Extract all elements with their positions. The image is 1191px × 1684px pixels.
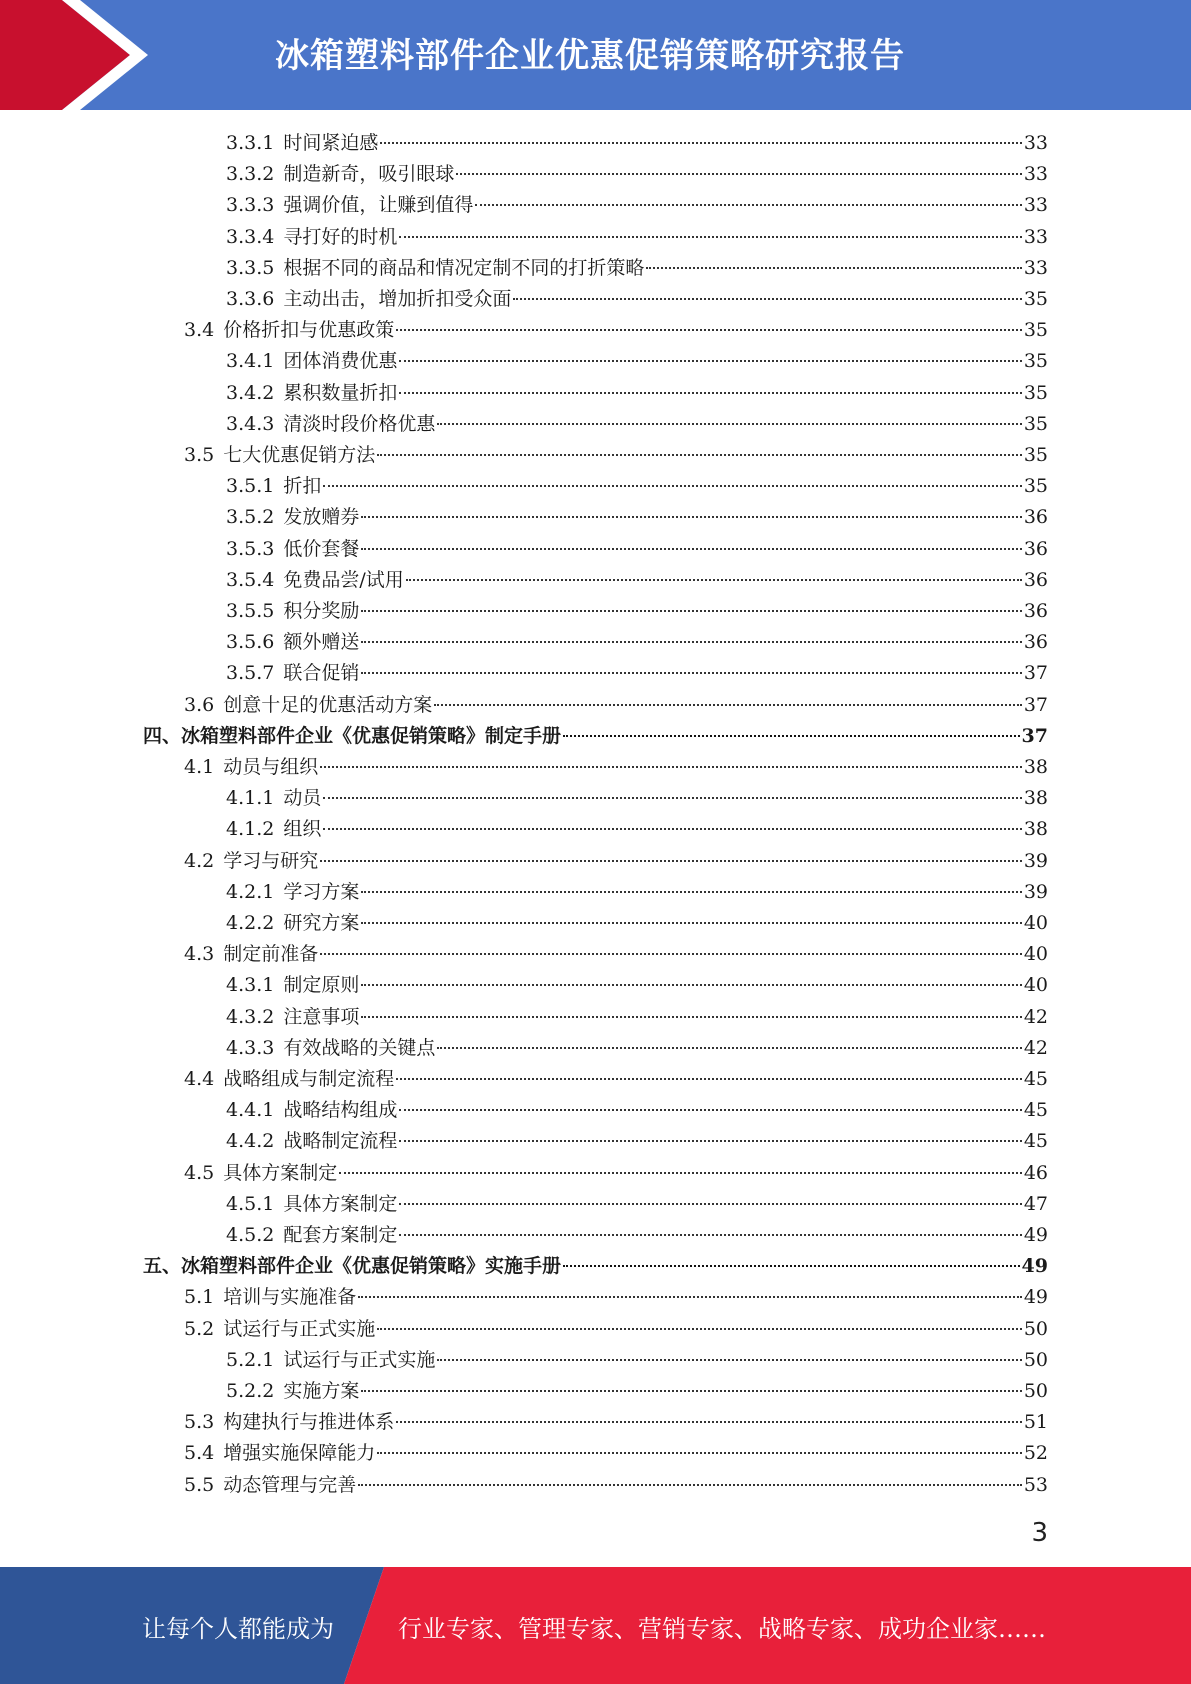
toc-entry-page: 37	[1023, 662, 1048, 685]
toc-entry[interactable]	[226, 1345, 1048, 1376]
toc-entry-number: 3.4	[184, 319, 215, 342]
toc-entry-title: 制造新奇，吸引眼球	[283, 163, 455, 186]
toc-entry-page: 42	[1023, 1036, 1048, 1059]
toc-entry-number: 3.3.5	[226, 256, 275, 279]
toc-dot-leader	[399, 360, 1021, 362]
toc-entry-number: 5.2	[184, 1317, 215, 1340]
toc-entry[interactable]	[226, 471, 1048, 502]
page-header	[0, 0, 1191, 110]
toc-entry-title: 战略组成与制定流程	[223, 1068, 395, 1090]
toc-entry[interactable]	[226, 222, 1048, 253]
toc-dot-leader	[361, 984, 1021, 986]
toc-entry-page: 46	[1023, 1161, 1048, 1184]
toc-entry-page: 49	[1023, 1286, 1048, 1309]
toc-entry-title: 创意十足的优惠活动方案	[223, 693, 433, 716]
toc-entry-title: 五、冰箱塑料部件企业《优惠促销策略》实施手册	[143, 1255, 562, 1278]
toc-entry-number: 3.5.5	[226, 600, 275, 622]
toc-entry[interactable]	[184, 846, 1048, 877]
toc-dot-leader	[399, 1109, 1021, 1111]
toc-dot-leader	[475, 204, 1021, 206]
toc-entry-number: 4.3.1	[226, 974, 275, 997]
toc-dot-leader	[320, 766, 1022, 768]
toc-dot-leader	[563, 1265, 1020, 1267]
toc-dot-leader	[377, 1328, 1022, 1330]
toc-entry[interactable]	[184, 1407, 1048, 1438]
toc-entry-title: 研究方案	[283, 912, 360, 934]
toc-entry[interactable]	[184, 1282, 1048, 1313]
toc-entry-page: 35	[1023, 475, 1048, 498]
toc-entry-title: 试运行与正式实施	[223, 1317, 376, 1340]
toc-entry-number: 3.6	[184, 693, 215, 716]
toc-entry-title: 培训与实施准备	[223, 1286, 357, 1309]
toc-entry-page: 45	[1023, 1130, 1048, 1153]
toc-entry-page: 50	[1023, 1317, 1048, 1340]
toc-entry-page: 45	[1023, 1099, 1048, 1122]
header-ribbon-decoration	[0, 0, 160, 110]
toc-entry-number: 5.2.1	[226, 1348, 275, 1371]
toc-entry-title: 动员与组织	[223, 756, 319, 778]
toc-entry[interactable]	[226, 1095, 1048, 1126]
toc-entry-title: 四、冰箱塑料部件企业《优惠促销策略》制定手册	[143, 724, 562, 747]
toc-entry-title: 时间紧迫感	[283, 132, 379, 154]
toc-entry-page: 35	[1023, 319, 1048, 342]
toc-entry[interactable]	[226, 502, 1048, 533]
toc-entry[interactable]	[226, 814, 1048, 845]
toc-dot-leader	[406, 579, 1022, 581]
toc-entry[interactable]	[184, 690, 1048, 721]
toc-entry-page: 53	[1023, 1473, 1048, 1496]
toc-entry-page: 33	[1023, 163, 1048, 186]
toc-dot-leader	[399, 392, 1021, 394]
toc-dot-leader	[361, 548, 1021, 550]
toc-entry[interactable]	[226, 1189, 1048, 1220]
toc-dot-leader	[361, 516, 1021, 518]
toc-entry[interactable]	[184, 1064, 1048, 1095]
toc-entry[interactable]	[184, 752, 1048, 783]
toc-entry-page: 39	[1023, 880, 1048, 903]
toc-entry-page: 35	[1023, 381, 1048, 404]
toc-dot-leader	[399, 1140, 1021, 1142]
toc-entry[interactable]	[184, 1314, 1048, 1345]
toc-dot-leader	[377, 454, 1022, 456]
toc-entry-number: 3.3.1	[226, 132, 275, 154]
footer-slogan-left: 让每个人都能成为	[142, 1615, 334, 1643]
toc-chapter-entry[interactable]	[143, 1251, 1048, 1282]
toc-entry-title: 发放赠券	[283, 506, 360, 529]
toc-entry-number: 3.5.1	[226, 475, 275, 498]
toc-entry-title: 动员	[283, 787, 322, 810]
toc-dot-leader	[437, 423, 1021, 425]
toc-entry-title: 注意事项	[283, 1005, 360, 1028]
toc-entry-title: 具体方案制定	[223, 1161, 338, 1184]
toc-dot-leader	[320, 860, 1022, 862]
toc-entry-title: 累积数量折扣	[283, 381, 398, 404]
toc-entry-number: 3.3.2	[226, 163, 275, 186]
toc-entry-title: 增强实施保障能力	[223, 1442, 376, 1465]
toc-entry-number: 3.4.2	[226, 381, 275, 404]
toc-entry-number: 4.3.3	[226, 1036, 275, 1059]
toc-entry[interactable]	[226, 409, 1048, 440]
toc-entry-title: 清淡时段价格优惠	[283, 412, 436, 435]
toc-entry-number: 3.3.4	[226, 225, 275, 248]
toc-entry-title: 动态管理与完善	[223, 1473, 357, 1496]
toc-dot-leader	[361, 641, 1021, 643]
toc-entry-title: 制定原则	[283, 974, 360, 997]
toc-entry-title: 联合促销	[283, 662, 360, 685]
toc-entry-number: 3.5.7	[226, 662, 275, 685]
toc-entry[interactable]	[226, 346, 1048, 377]
toc-entry-page: 33	[1023, 132, 1048, 154]
toc-dot-leader	[361, 610, 1021, 612]
toc-dot-leader	[358, 1296, 1022, 1298]
toc-entry-page: 47	[1023, 1192, 1048, 1215]
toc-entry[interactable]	[184, 939, 1048, 970]
toc-entry[interactable]	[184, 1158, 1048, 1189]
toc-entry-title: 配套方案制定	[283, 1224, 398, 1246]
toc-entry-page: 36	[1023, 600, 1048, 622]
toc-entry-number: 4.1.1	[226, 787, 275, 810]
toc-entry-title: 额外赠送	[283, 631, 360, 654]
toc-entry-number: 5.2.2	[226, 1380, 275, 1402]
toc-entry-page: 50	[1023, 1348, 1048, 1371]
toc-entry-page: 50	[1023, 1380, 1048, 1402]
toc-entry-number: 4.5	[184, 1161, 215, 1184]
toc-entry-page: 45	[1023, 1068, 1048, 1090]
toc-entry[interactable]	[226, 284, 1048, 315]
toc-entry-title: 实施方案	[283, 1380, 360, 1402]
toc-entry-number: 3.5.6	[226, 631, 275, 654]
toc-dot-leader	[396, 1078, 1022, 1080]
toc-entry-number: 4.2	[184, 849, 215, 872]
toc-entry-title: 免费品尝/试用	[283, 568, 404, 591]
toc-entry-page: 36	[1023, 631, 1048, 654]
toc-entry-title: 强调价值，让赚到值得	[283, 194, 474, 217]
toc-entry[interactable]	[226, 1002, 1048, 1033]
toc-dot-leader	[323, 828, 1021, 830]
toc-entry-page: 36	[1023, 537, 1048, 560]
toc-entry[interactable]	[226, 565, 1048, 596]
toc-dot-leader	[361, 891, 1021, 893]
toc-entry-number: 3.3.6	[226, 288, 275, 310]
toc-dot-leader	[437, 1359, 1021, 1361]
toc-entry[interactable]	[184, 1470, 1048, 1501]
toc-entry-page: 38	[1023, 818, 1048, 841]
toc-entry-number: 4.4.1	[226, 1099, 275, 1122]
toc-entry-number: 4.4.2	[226, 1130, 275, 1153]
toc-entry-page: 40	[1023, 943, 1048, 966]
toc-dot-leader	[399, 1234, 1021, 1236]
toc-dot-leader	[396, 329, 1022, 331]
toc-entry-number: 4.4	[184, 1068, 215, 1090]
toc-entry-page: 40	[1023, 974, 1048, 997]
toc-entry[interactable]	[226, 970, 1048, 1001]
footer-slogan-right: 行业专家、管理专家、营销专家、战略专家、成功企业家……	[398, 1615, 1046, 1643]
toc-entry-number: 5.1	[184, 1286, 215, 1309]
toc-entry-title: 构建执行与推进体系	[223, 1411, 395, 1434]
toc-chapter-entry[interactable]	[143, 721, 1048, 752]
toc-entry-number: 5.3	[184, 1411, 215, 1434]
toc-dot-leader	[323, 485, 1021, 487]
toc-entry-page: 52	[1023, 1442, 1048, 1465]
toc-entry-title: 战略制定流程	[283, 1130, 398, 1153]
toc-entry[interactable]	[226, 1376, 1048, 1407]
toc-entry-page: 36	[1023, 568, 1048, 591]
toc-entry[interactable]	[226, 378, 1048, 409]
toc-entry-title: 战略结构组成	[283, 1099, 398, 1122]
toc-entry-page: 49	[1021, 1255, 1048, 1278]
toc-dot-leader	[361, 1016, 1021, 1018]
toc-entry-number: 4.3	[184, 943, 215, 966]
toc-entry[interactable]	[226, 534, 1048, 565]
toc-entry[interactable]	[226, 1220, 1048, 1251]
toc-entry[interactable]	[226, 1033, 1048, 1064]
toc-entry[interactable]	[226, 1126, 1048, 1157]
toc-entry-number: 3.5	[184, 444, 215, 466]
toc-entry-title: 低价套餐	[283, 537, 360, 560]
toc-entry-title: 寻打好的时机	[283, 225, 398, 248]
toc-entry-number: 5.5	[184, 1473, 215, 1496]
toc-dot-leader	[339, 1172, 1022, 1174]
toc-entry-number: 5.4	[184, 1442, 215, 1465]
toc-entry-number: 4.2.1	[226, 880, 275, 903]
toc-entry-title: 组织	[283, 818, 322, 841]
toc-entry-number: 4.1	[184, 756, 215, 778]
toc-dot-leader	[646, 267, 1021, 269]
toc-entry-title: 七大优惠促销方法	[223, 444, 376, 466]
toc-dot-leader	[399, 236, 1021, 238]
toc-entry-number: 3.5.4	[226, 568, 275, 591]
toc-entry-page: 51	[1023, 1411, 1048, 1434]
toc-entry-number: 4.3.2	[226, 1005, 275, 1028]
toc-entry-title: 价格折扣与优惠政策	[223, 319, 395, 342]
toc-entry-page: 38	[1023, 787, 1048, 810]
toc-entry[interactable]	[226, 627, 1048, 658]
page-footer	[0, 1567, 1191, 1684]
toc-entry[interactable]	[184, 440, 1048, 471]
page-number: 3	[1031, 1518, 1048, 1548]
toc-entry-title: 积分奖励	[283, 600, 360, 622]
toc-dot-leader	[399, 1203, 1021, 1205]
toc-entry-title: 制定前准备	[223, 943, 319, 966]
toc-entry[interactable]	[184, 315, 1048, 346]
toc-entry-page: 35	[1023, 350, 1048, 373]
toc-dot-leader	[434, 704, 1022, 706]
toc-entry[interactable]	[226, 877, 1048, 908]
toc-entry-number: 3.5.3	[226, 537, 275, 560]
toc-entry-title: 团体消费优惠	[283, 350, 398, 373]
toc-entry-page: 40	[1023, 912, 1048, 934]
toc-entry-page: 37	[1023, 693, 1048, 716]
toc-dot-leader	[358, 1484, 1022, 1486]
toc-entry-title: 具体方案制定	[283, 1192, 398, 1215]
toc-entry-number: 4.2.2	[226, 912, 275, 934]
toc-dot-leader	[513, 298, 1021, 300]
toc-entry[interactable]	[184, 1438, 1048, 1469]
toc-entry-number: 4.1.2	[226, 818, 275, 841]
toc-dot-leader	[563, 735, 1020, 737]
toc-entry[interactable]	[226, 128, 1048, 159]
toc-entry-page: 37	[1021, 724, 1048, 747]
toc-entry-title: 学习与研究	[223, 849, 319, 872]
toc-entry[interactable]	[226, 190, 1048, 221]
toc-dot-leader	[456, 173, 1021, 175]
toc-dot-leader	[361, 672, 1021, 674]
toc-entry-page: 33	[1023, 225, 1048, 248]
toc-entry-number: 3.3.3	[226, 194, 275, 217]
toc-entry-number: 3.4.3	[226, 412, 275, 435]
toc-entry[interactable]	[226, 908, 1048, 939]
toc-dot-leader	[396, 1421, 1022, 1423]
toc-dot-leader	[323, 797, 1021, 799]
toc-entry-title: 试运行与正式实施	[283, 1348, 436, 1371]
toc-entry-page: 36	[1023, 506, 1048, 529]
toc-dot-leader	[361, 1390, 1021, 1392]
toc-entry[interactable]	[226, 159, 1048, 190]
toc-entry-page: 33	[1023, 256, 1048, 279]
toc-entry-page: 42	[1023, 1005, 1048, 1028]
toc-entry[interactable]	[226, 253, 1048, 284]
toc-entry-title: 有效战略的关键点	[283, 1036, 436, 1059]
toc-entry-page: 49	[1023, 1224, 1048, 1246]
toc-entry-page: 39	[1023, 849, 1048, 872]
toc-entry-number: 3.5.2	[226, 506, 275, 529]
toc-entry-number: 3.4.1	[226, 350, 275, 373]
report-title: 冰箱塑料部件企业优惠促销策略研究报告	[275, 36, 905, 76]
toc-dot-leader	[320, 953, 1022, 955]
toc-dot-leader	[377, 1452, 1022, 1454]
toc-entry-page: 35	[1023, 288, 1048, 310]
toc-entry-page: 35	[1023, 412, 1048, 435]
toc-entry-title: 折扣	[283, 475, 322, 498]
toc-entry-title: 主动出击，增加折扣受众面	[283, 288, 512, 310]
toc-entry[interactable]	[226, 783, 1048, 814]
toc-dot-leader	[380, 142, 1021, 144]
toc-entry-page: 33	[1023, 194, 1048, 217]
toc-entry-number: 4.5.1	[226, 1192, 275, 1215]
toc-entry[interactable]	[226, 596, 1048, 627]
toc-entry-page: 35	[1023, 444, 1048, 466]
toc-entry[interactable]	[226, 658, 1048, 689]
toc-dot-leader	[361, 922, 1021, 924]
toc-entry-title: 学习方案	[283, 880, 360, 903]
toc-dot-leader	[437, 1047, 1021, 1049]
toc-entry-title: 根据不同的商品和情况定制不同的打折策略	[283, 256, 645, 279]
toc-entry-number: 4.5.2	[226, 1224, 275, 1246]
toc-entry-page: 38	[1023, 756, 1048, 778]
